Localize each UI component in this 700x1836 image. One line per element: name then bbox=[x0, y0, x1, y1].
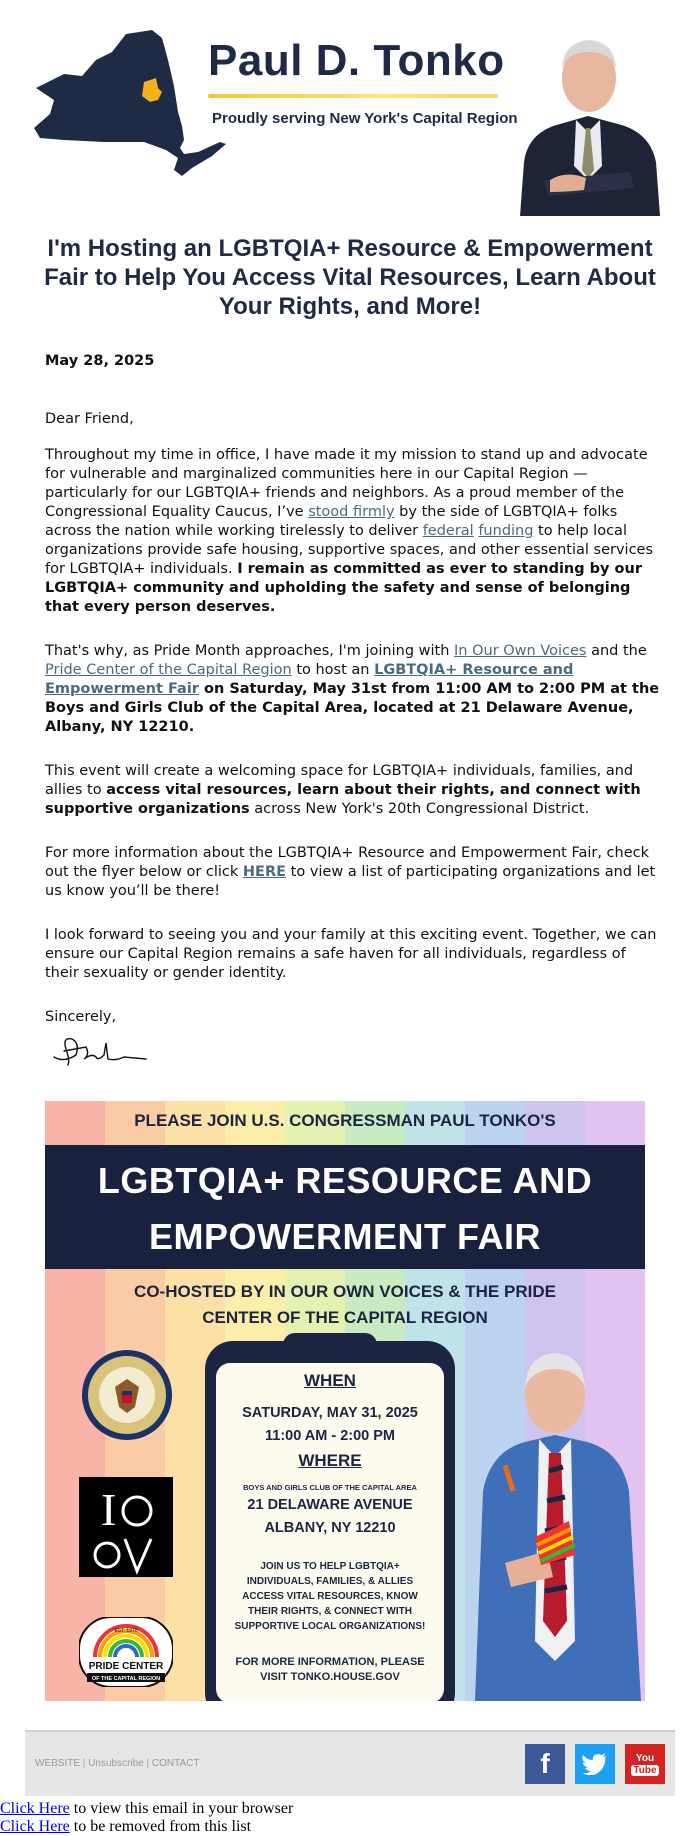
youtube-icon[interactable] bbox=[625, 1744, 665, 1784]
pride-sub: OF THE CAPITAL REGION bbox=[91, 1676, 161, 1682]
p2-bold: on Saturday, May 31st from 11:00 AM to 2:00 PM at the Boys and Girls Club of the Capital Area, located at 21 Delaware Avenue, Albany, NY 12210. bbox=[45, 681, 660, 735]
federal-link[interactable]: federal bbox=[422, 523, 474, 539]
event-city: ALBANY, NY 12210 bbox=[264, 1520, 396, 1536]
resource-fair-link[interactable]: LGBTQIA+ Resource and Empowerment Fair bbox=[45, 662, 574, 697]
event-date: SATURDAY, MAY 31, 2025 bbox=[242, 1405, 418, 1421]
youtube-tube: Tube bbox=[633, 1764, 657, 1776]
p2-text: and the bbox=[586, 643, 647, 659]
footer-separator: | bbox=[143, 1758, 152, 1769]
tonko-photo-image bbox=[465, 1341, 645, 1701]
p3-text: across New York's 20th Congressional District. bbox=[249, 801, 590, 817]
stood-firmly-link[interactable]: stood firmly bbox=[308, 504, 395, 520]
view-in-browser-text: to view this email in your browser bbox=[69, 1800, 294, 1817]
here-link[interactable]: HERE bbox=[242, 864, 287, 880]
flyer-title-band bbox=[45, 1145, 645, 1269]
when-heading: WHEN bbox=[304, 1371, 356, 1390]
funding-link[interactable]: funding bbox=[478, 523, 534, 539]
event-blurb: JOIN US TO HELP LGBTQIA+ INDIVIDUALS, FAMILIES, & ALLIES ACCESS VITAL RESOURCES, KNOW THEIR RIGHTS, & CONNECT WITH SUPPORTIVE LOCAL ORGANIZATIONS! bbox=[234, 1561, 426, 1632]
event-details-card bbox=[216, 1363, 444, 1701]
pride-center-logo bbox=[79, 1617, 173, 1687]
pride-center-link[interactable]: Pride Center of the Capital Region bbox=[45, 662, 292, 678]
bottom-links bbox=[0, 1800, 700, 1836]
website-link[interactable]: WEBSITE bbox=[35, 1758, 81, 1769]
flyer-invite: PLEASE JOIN U.S. CONGRESSMAN PAUL TONKO'S bbox=[134, 1111, 556, 1130]
paragraph-5: I look forward to seeing you and your family at this exciting event. Together, we can ensure our Capital Region remains a safe haven for all individuals, regardless of their sexuality or gender identity. bbox=[45, 927, 657, 981]
cohost-line2: CENTER OF THE CAPITAL REGION bbox=[202, 1308, 488, 1327]
email-header bbox=[0, 0, 700, 225]
remove-from-list-text: to be removed from this list bbox=[69, 1818, 252, 1835]
new-york-map-icon bbox=[34, 30, 230, 178]
event-flyer bbox=[45, 1101, 645, 1701]
p1-text: Throughout my time in office, I have made it my mission to stand up and advocate for vulnerable and marginalized communities here in our Capital Region — particularly for our LGBTQIA+ friends and neighbors. As a proud member of the Congressional Equality Caucus, I’ve bbox=[45, 447, 648, 520]
view-in-browser-line bbox=[0, 1800, 700, 1818]
headline: I'm Hosting an LGBTQIA+ Resource & Empowerment Fair to Help You Access Vital Resources, Learn About Your Rights, and More! bbox=[44, 235, 656, 320]
paragraph-4 bbox=[45, 844, 660, 901]
p3-text: This event will create a welcoming space for LGBTQIA+ individuals, families, and allies to bbox=[45, 763, 634, 798]
letter-body bbox=[45, 352, 660, 1027]
pride-est: EST. 1970 bbox=[114, 1628, 138, 1634]
remove-from-list-link[interactable]: Click Here bbox=[0, 1818, 70, 1835]
footer-bar bbox=[25, 1730, 675, 1796]
unsubscribe-link[interactable]: Unsubscribe bbox=[88, 1758, 144, 1769]
event-card-notch bbox=[283, 1333, 377, 1357]
youtube-you: You bbox=[635, 1752, 655, 1764]
facebook-glyph: f bbox=[540, 1748, 550, 1779]
flyer-title-line1: LGBTQIA+ RESOURCE AND bbox=[97, 1160, 593, 1201]
event-venue: BOYS AND GIRLS CLUB OF THE CAPITAL AREA bbox=[243, 1483, 417, 1492]
contact-link[interactable]: CONTACT bbox=[151, 1758, 200, 1769]
facebook-icon[interactable] bbox=[525, 1744, 565, 1784]
p1-text: to help local organizations provide safe housing, supportive spaces, and other essential services for LGBTQIA+ individuals. bbox=[45, 523, 654, 577]
paragraph-2 bbox=[45, 642, 660, 737]
twitter-icon[interactable] bbox=[575, 1744, 615, 1784]
event-street: 21 DELAWARE AVENUE bbox=[247, 1497, 413, 1513]
twitter-bird-icon bbox=[582, 1753, 608, 1775]
cohost-line1: CO-HOSTED BY IN OUR OWN VOICES & THE PRIDE bbox=[134, 1282, 556, 1301]
paragraph-3 bbox=[45, 762, 660, 819]
where-heading: WHERE bbox=[298, 1451, 362, 1470]
p2-text: That's why, as Pride Month approaches, I'm joining with bbox=[45, 643, 455, 659]
letter-date: May 28, 2025 bbox=[45, 353, 155, 369]
p4-text: to view a list of participating organizations and let us know you’ll be there! bbox=[45, 864, 656, 899]
flyer-cohosts bbox=[85, 1279, 605, 1331]
p1-bold: I remain as committed as ever to standing by our LGBTQIA+ community and upholding the safety and sense of belonging that every person deserves. bbox=[45, 561, 642, 615]
p2-text: to host an bbox=[291, 662, 375, 678]
p3-bold: access vital resources, learn about their rights, and connect with supportive organizations bbox=[45, 782, 641, 817]
house-seal-icon bbox=[81, 1349, 173, 1441]
closing: Sincerely, bbox=[45, 1009, 117, 1025]
event-time: 11:00 AM - 2:00 PM bbox=[264, 1428, 395, 1444]
header-gold-rule bbox=[208, 94, 498, 98]
p1-text: by the side of LGBTQIA+ folks across the nation while working tirelessly to deliver bbox=[45, 504, 618, 539]
event-more-info: FOR MORE INFORMATION, PLEASE VISIT TONKO.HOUSE.GOV bbox=[235, 1656, 425, 1683]
header-tagline: Proudly serving New York's Capital Region bbox=[212, 110, 518, 127]
view-in-browser-link[interactable]: Click Here bbox=[0, 1800, 70, 1817]
pride-name: PRIDE CENTER bbox=[88, 1661, 164, 1672]
p4-text: For more information about the LGBTQIA+ Resource and Empowerment Fair, check out the flyer below or click bbox=[45, 845, 649, 880]
footer-separator: | bbox=[80, 1758, 89, 1769]
remove-from-list-line bbox=[0, 1818, 700, 1836]
header-name: Paul D. Tonko bbox=[208, 36, 505, 85]
footer-links bbox=[35, 1758, 200, 1769]
congressman-portrait-image bbox=[510, 20, 668, 216]
paragraph-1 bbox=[45, 446, 660, 617]
in-our-own-voices-logo bbox=[79, 1477, 173, 1577]
salutation: Dear Friend, bbox=[45, 411, 134, 427]
svg-text:I: I bbox=[101, 1484, 117, 1535]
signature-image bbox=[50, 1033, 150, 1069]
in-our-own-voices-link[interactable]: In Our Own Voices bbox=[454, 643, 587, 659]
flyer-title-line2: EMPOWERMENT FAIR bbox=[149, 1216, 541, 1257]
